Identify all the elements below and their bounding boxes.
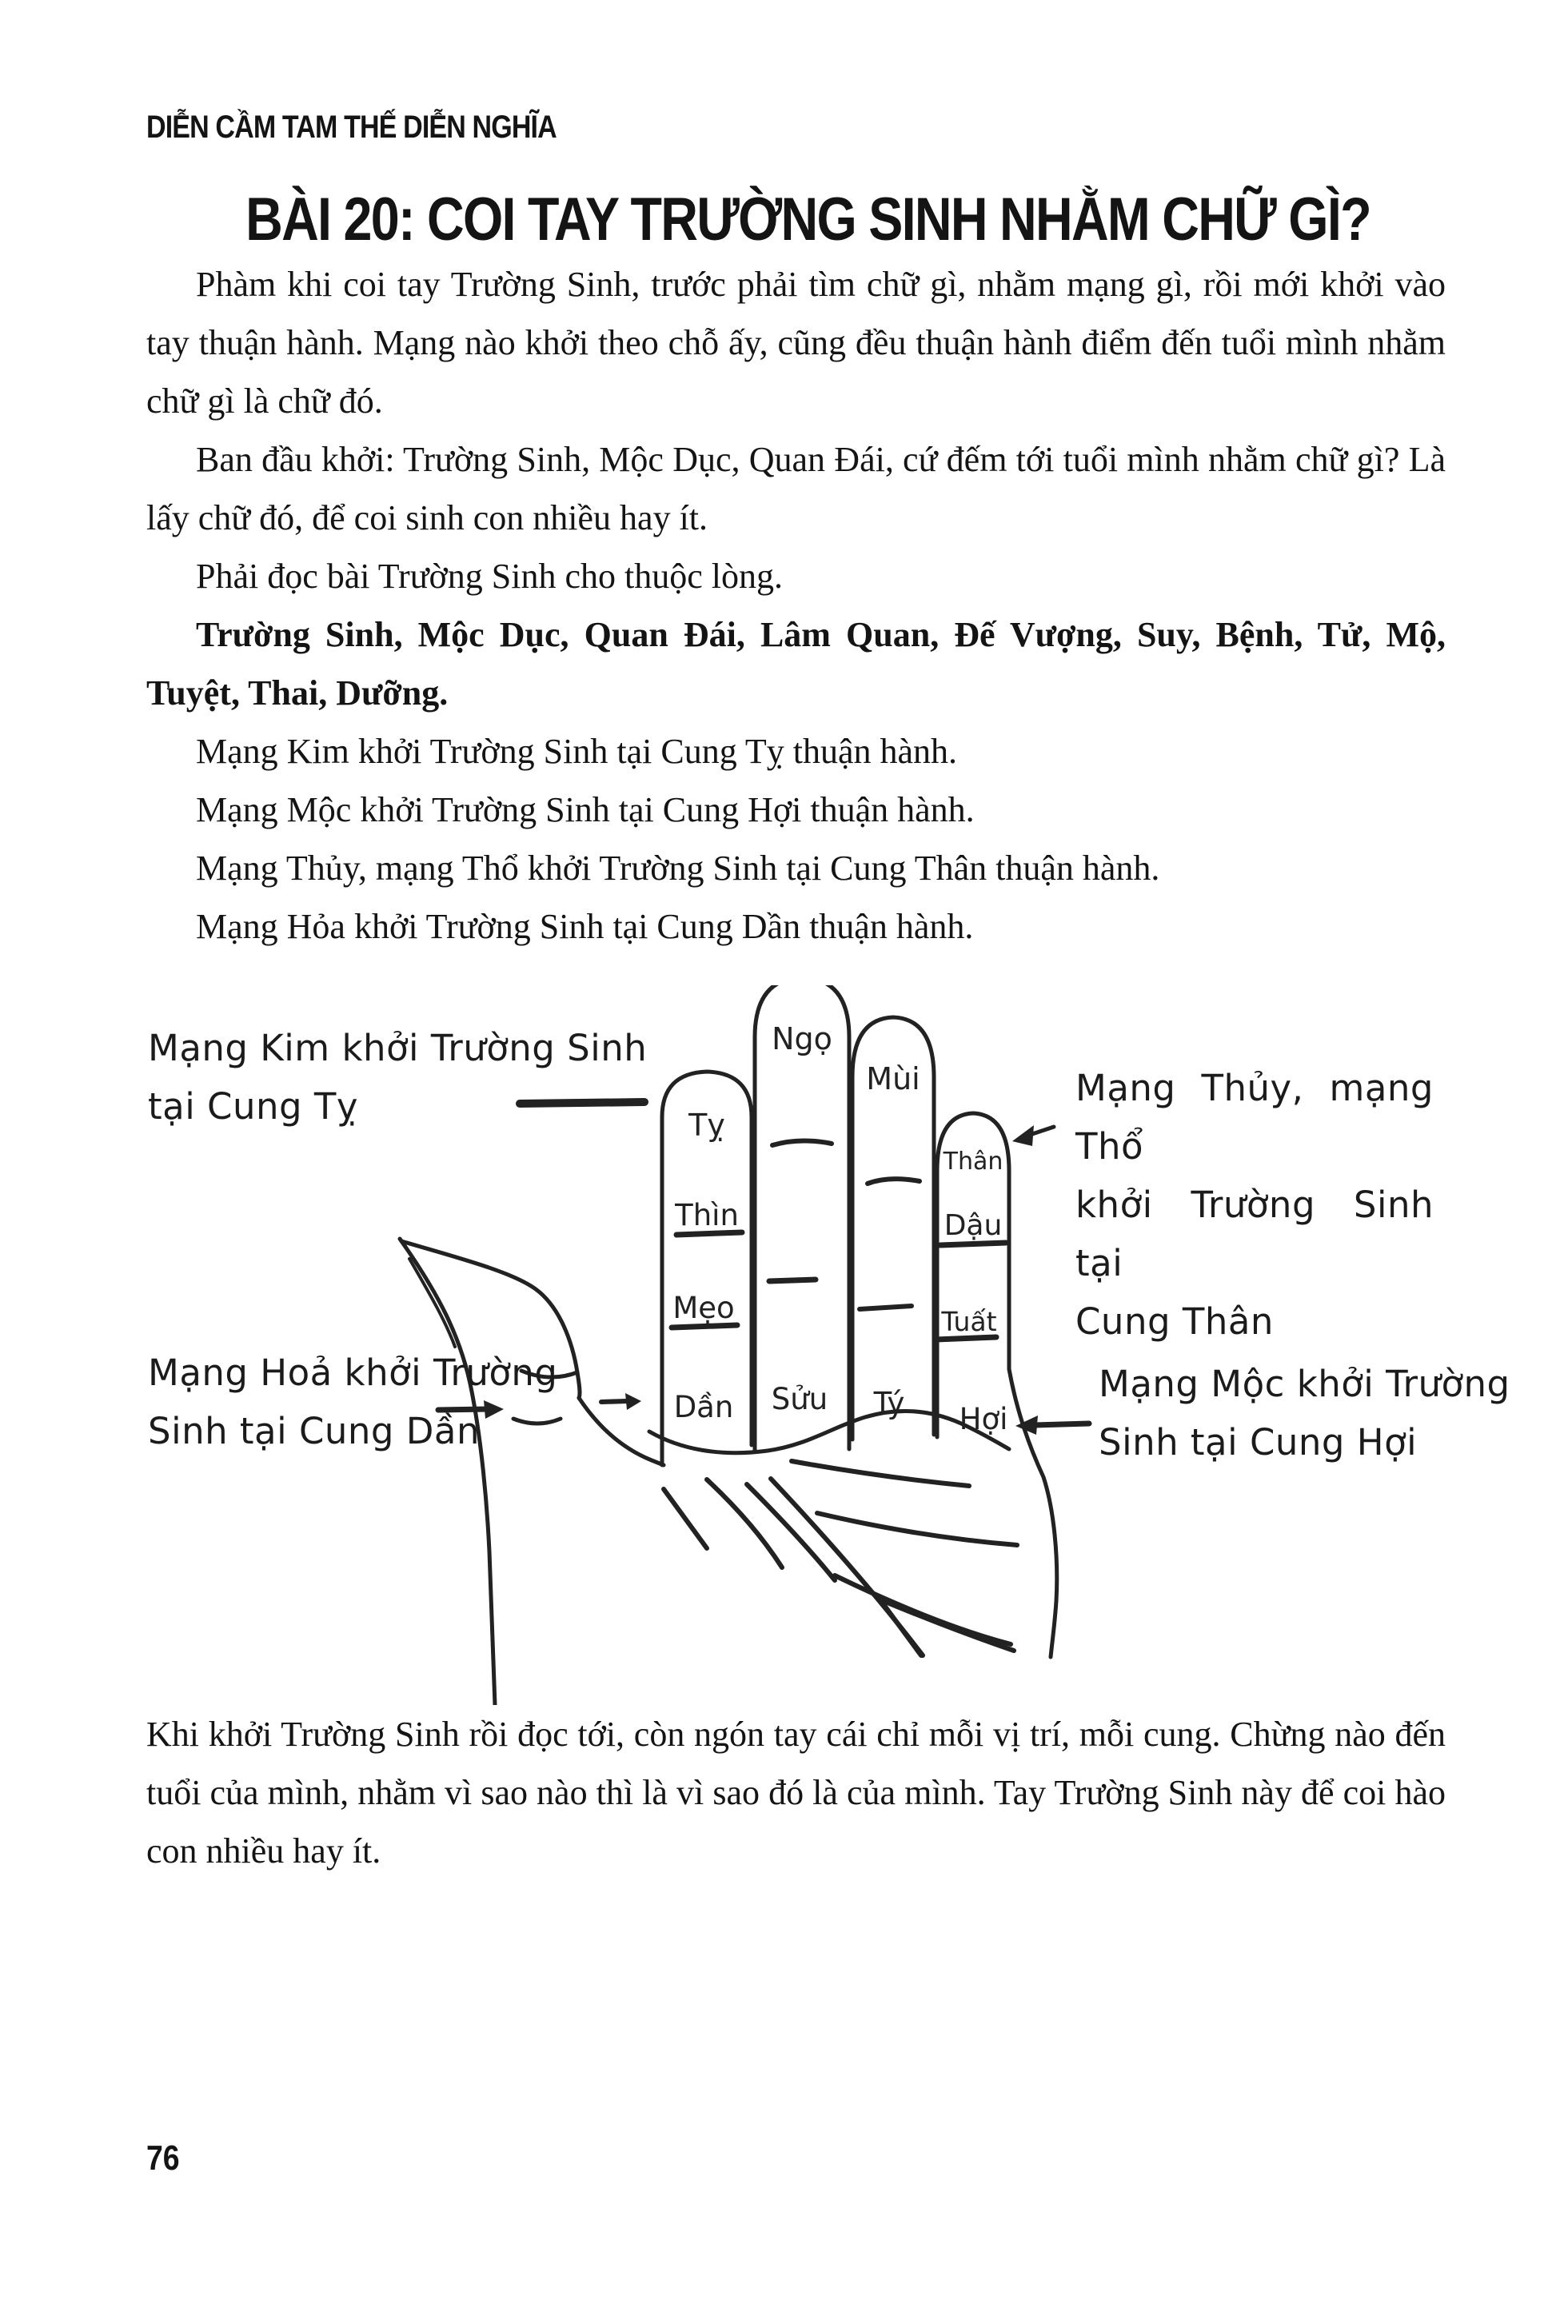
title-wrap [146, 185, 1446, 255]
label-line: Sinh tại Cung Hợi [1099, 1421, 1418, 1463]
mang-line-hoa: Mạng Hỏa khởi Trường Sinh tại Cung Dần thuận hành. [196, 907, 974, 946]
mang-line-thuy-tho: Mạng Thủy, mạng Thổ khởi Trường Sinh tại Cung Thân thuận hành. [196, 849, 1160, 888]
crease-ring-upper [868, 1179, 920, 1184]
palm-crease-8 [771, 1479, 923, 1655]
zodiac-dan: Dần [673, 1390, 734, 1424]
thuy-tho-pointer-arrow [1012, 1125, 1054, 1146]
paragraph-3: Phải đọc bài Trường Sinh cho thuộc lòng. [196, 557, 784, 596]
palm-right-edge [1009, 1369, 1057, 1657]
crease-meo-underline [672, 1325, 737, 1328]
palm-crease-9 [835, 1575, 1011, 1644]
label-line: Mạng Thủy, mạng Thổ [1075, 1067, 1434, 1168]
crease-middle-lower [769, 1280, 816, 1281]
zodiac-ty2: Tý [873, 1386, 905, 1420]
zodiac-suu: Sửu [771, 1382, 828, 1416]
palm-crease-6 [707, 1479, 782, 1567]
page-title: BÀI 20: COI TAY TRƯỜNG SINH NHẰM CHỮ GÌ? [245, 186, 1371, 254]
mang-line-moc: Mạng Mộc khởi Trường Sinh tại Cung Hợi thuận hành. [196, 790, 975, 829]
label-thuy-tho-cung-than [1075, 1059, 1434, 1351]
paragraph-truong-sinh-sequence: Trường Sinh, Mộc Dục, Quan Đái, Lâm Quan, Đế Vượng, Suy, Bệnh, Tử, Mộ, Tuyệt, Thai, Dưỡng. [146, 615, 1446, 713]
zodiac-ty-icon: Tỵ [688, 1108, 725, 1143]
page-content [146, 0, 1510, 2178]
crease-middle-upper [772, 1140, 832, 1145]
label-line: Mạng Hoả khởi Trường [148, 1352, 558, 1394]
thumb-outer-edge [400, 1239, 495, 1705]
crease-dau-underline [940, 1243, 1006, 1245]
zodiac-mui: Mùi [866, 1061, 920, 1096]
paragraph-1: Phàm khi coi tay Trường Sinh, trước phải tìm chữ gì, nhằm mạng gì, rồi mới khởi vào tay thuận hành. Mạng nào khởi theo chỗ ấy, cũng đều thuận hành điểm đến tuổi mình nhằm chữ gì là chữ đó. [146, 265, 1446, 421]
thumb-tip-crease [409, 1259, 455, 1347]
label-line: khởi Trường Sinh tại [1075, 1184, 1434, 1284]
crease-thin-underline [676, 1232, 742, 1235]
label-moc-cung-hoi [1099, 1355, 1510, 1471]
palm-crease-2 [817, 1513, 1017, 1545]
mang-line-kim: Mạng Kim khởi Trường Sinh tại Cung Tỵ thuận hành. [196, 732, 958, 771]
zodiac-ngo: Ngọ [772, 1021, 832, 1056]
page-number-text: 76 [146, 2138, 180, 2178]
zodiac-dau: Dậu [944, 1209, 1003, 1242]
zodiac-hoi: Hợi [959, 1402, 1008, 1436]
label-line: Mạng Mộc khởi Trường [1099, 1363, 1510, 1405]
running-header-text: DIỄN CẦM TAM THẾ DIỄN NGHĨA [146, 110, 557, 145]
label-line: Cung Thân [1075, 1300, 1274, 1343]
closing-paragraph: Khi khởi Trường Sinh rồi đọc tới, còn ngón tay cái chỉ mỗi vị trí, mỗi cung. Chừng nào đến tuổi của mình, nhằm vì sao nào thì là vì sao đó là của mình. Tay Trường Sinh này để coi hào con nhiều hay ít. [146, 1715, 1446, 1871]
palm-crease-1 [792, 1461, 969, 1486]
label-kim-cung-ty [148, 1019, 647, 1136]
palm-crease-5 [664, 1489, 707, 1548]
paragraph-2: Ban đầu khởi: Trường Sinh, Mộc Dục, Quan Đái, cứ đếm tới tuổi mình nhằm chữ gì? Là lấy chữ đó, để coi sinh con nhiều hay ít. [146, 440, 1446, 537]
zodiac-tuat: Tuất [941, 1306, 997, 1337]
zodiac-than: Thân [943, 1148, 1003, 1176]
zodiac-meo: Mẹo [672, 1291, 735, 1325]
zodiac-thin: Thìn [675, 1198, 739, 1232]
palm-diagram [146, 985, 1510, 1705]
crease-ring-lower [860, 1306, 912, 1309]
label-line: Mạng Kim khởi Trường Sinh [148, 1027, 648, 1069]
label-hoa-cung-dan [148, 1344, 557, 1460]
crease-tuat-underline [936, 1337, 996, 1340]
label-line: tại Cung Tỵ [148, 1085, 358, 1128]
running-header [146, 110, 1446, 145]
label-line: Sinh tại Cung Dần [148, 1410, 481, 1452]
page-number [146, 2138, 1446, 2178]
